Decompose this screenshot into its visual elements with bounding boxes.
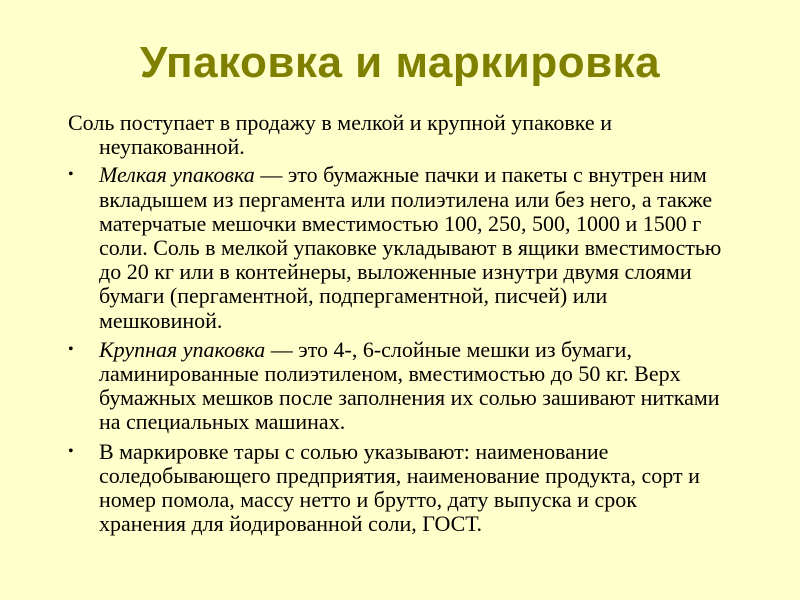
bullet-text: — это 4-, 6-слойные мешки из бумаги, ламинированные полиэтиленом, вместимостью до 50 кг. Верх бумажных мешков после заполнения их солью зашивают нитками на специальных машинах. — [99, 336, 720, 435]
intro-paragraph — [68, 111, 728, 159]
bullet-text: В маркировке тары с солью указывают: наименование соледобывающего предприятия, наименование продукта, сорт и номер помола, массу нетто и брутто, дату выпуска и срок хранения для йодированной соли, ГОСТ. — [99, 438, 700, 537]
bullet-item-marking — [68, 440, 728, 537]
intro-line-2: неупакованной. — [99, 134, 245, 160]
bullet-icon: • — [68, 442, 74, 460]
bullet-item-large-packaging — [68, 338, 728, 435]
bullet-icon: • — [68, 340, 74, 358]
intro-line-1: Соль поступает в продажу в мелкой и крупной упаковке и — [68, 110, 612, 135]
bullet-item-small-packaging — [68, 163, 728, 332]
bullet-term: Крупная упаковка — [99, 336, 266, 362]
bullet-text: — это бумажные пачки и пакеты с внутрен ним вкладышем из пергамента или полиэтилена или без него, а также матерчатые мешочки вместимостью 100, 250, 500, 1000 и 1500 г соли. Соль в мелкой упаковке укладывают в ящики вместимостью до 20 кг или в контейнеры, выложенные изнутри двумя слоями бумаги (пергаментной, подпергаментной, писчей) или мешковиной. — [99, 162, 722, 333]
bullet-icon: • — [68, 166, 74, 184]
slide-body — [68, 111, 728, 541]
bullet-term: Мелкая упаковка — [99, 162, 255, 188]
slide-title: Упаковка и маркировка — [139, 38, 661, 87]
